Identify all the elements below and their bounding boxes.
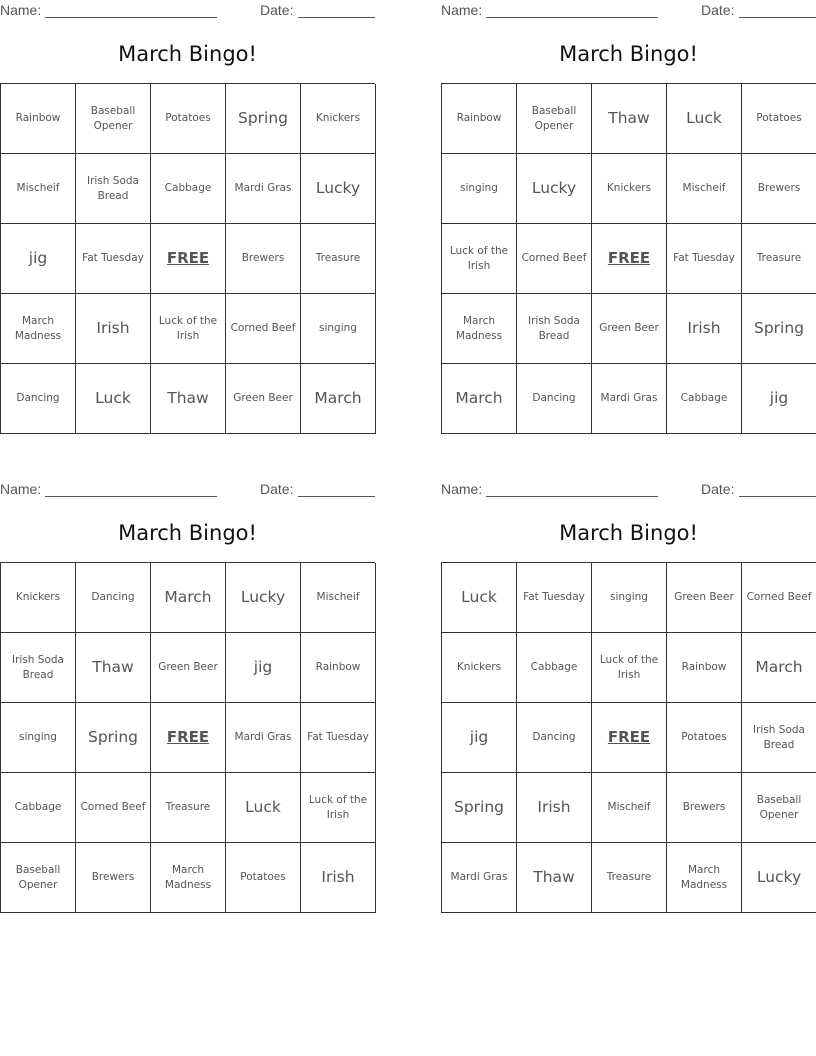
bingo-cell: Irish <box>301 843 376 913</box>
bingo-cell: Brewers <box>226 224 301 294</box>
bingo-cell: Mardi Gras <box>442 843 517 913</box>
bingo-cell: Mischeif <box>592 773 667 843</box>
bingo-cell: Cabbage <box>151 154 226 224</box>
card-header <box>441 481 816 499</box>
name-line <box>486 496 658 497</box>
bingo-cell: Mardi Gras <box>226 154 301 224</box>
date-label: Date: <box>260 2 294 18</box>
bingo-cell: singing <box>301 294 376 364</box>
bingo-cell: Cabbage <box>1 773 76 843</box>
bingo-cell: Dancing <box>517 703 592 773</box>
bingo-cell: Mischeif <box>667 154 742 224</box>
bingo-cell: Knickers <box>442 633 517 703</box>
bingo-cell: Rainbow <box>442 84 517 154</box>
card-header <box>441 2 816 20</box>
bingo-grid <box>441 83 816 434</box>
date-line <box>739 17 816 18</box>
bingo-cell: Rainbow <box>1 84 76 154</box>
bingo-cell: Potatoes <box>226 843 301 913</box>
card-title: March Bingo! <box>559 42 698 66</box>
bingo-cell: Spring <box>76 703 151 773</box>
bingo-cell: Luck of the Irish <box>301 773 376 843</box>
bingo-cell: March <box>301 364 376 434</box>
bingo-card-2 <box>441 0 816 440</box>
free-space: FREE <box>151 703 226 773</box>
bingo-cell: Baseball Opener <box>742 773 816 843</box>
bingo-cell: Thaw <box>517 843 592 913</box>
card-header <box>0 2 375 20</box>
bingo-cell: Fat Tuesday <box>517 563 592 633</box>
bingo-cell: Irish <box>517 773 592 843</box>
name-label: Name: <box>0 2 42 18</box>
bingo-cell: Dancing <box>76 563 151 633</box>
bingo-cell: Luck of the Irish <box>592 633 667 703</box>
bingo-cell: Knickers <box>301 84 376 154</box>
bingo-card-3 <box>0 479 375 919</box>
name-label: Name: <box>441 481 483 497</box>
bingo-cell: singing <box>592 563 667 633</box>
bingo-cell: Rainbow <box>667 633 742 703</box>
bingo-cell: Fat Tuesday <box>667 224 742 294</box>
bingo-cell: Green Beer <box>592 294 667 364</box>
bingo-cell: Corned Beef <box>76 773 151 843</box>
bingo-grid <box>0 562 375 913</box>
bingo-cell: jig <box>226 633 301 703</box>
bingo-cell: Fat Tuesday <box>76 224 151 294</box>
name-line <box>45 17 217 18</box>
bingo-cell: Corned Beef <box>517 224 592 294</box>
bingo-card-4 <box>441 479 816 919</box>
bingo-cell: March Madness <box>151 843 226 913</box>
bingo-cell: singing <box>1 703 76 773</box>
bingo-cell: March Madness <box>442 294 517 364</box>
bingo-cell: Irish Soda Bread <box>1 633 76 703</box>
bingo-cell: Treasure <box>742 224 816 294</box>
bingo-cell: Corned Beef <box>226 294 301 364</box>
bingo-cell: Lucky <box>517 154 592 224</box>
bingo-cell: Luck of the Irish <box>442 224 517 294</box>
bingo-cell: Brewers <box>76 843 151 913</box>
bingo-cell: Mardi Gras <box>592 364 667 434</box>
bingo-cell: Potatoes <box>667 703 742 773</box>
card-header <box>0 481 375 499</box>
bingo-cell: March <box>742 633 816 703</box>
bingo-cell: jig <box>742 364 816 434</box>
bingo-cell: Corned Beef <box>742 563 816 633</box>
card-title: March Bingo! <box>559 521 698 545</box>
bingo-cell: jig <box>442 703 517 773</box>
bingo-cell: March <box>442 364 517 434</box>
bingo-cell: March Madness <box>1 294 76 364</box>
date-label: Date: <box>701 2 735 18</box>
free-space: FREE <box>151 224 226 294</box>
bingo-cell: Spring <box>226 84 301 154</box>
bingo-cell: Lucky <box>226 563 301 633</box>
bingo-cell: Irish Soda Bread <box>517 294 592 364</box>
bingo-cell: Cabbage <box>517 633 592 703</box>
bingo-cell: Potatoes <box>742 84 816 154</box>
bingo-cell: Luck <box>442 563 517 633</box>
bingo-grid <box>0 83 375 434</box>
date-label: Date: <box>260 481 294 497</box>
free-space: FREE <box>592 224 667 294</box>
bingo-cell: Thaw <box>151 364 226 434</box>
bingo-cell: Treasure <box>301 224 376 294</box>
bingo-cell: Brewers <box>667 773 742 843</box>
bingo-cell: Luck <box>226 773 301 843</box>
bingo-cell: Fat Tuesday <box>301 703 376 773</box>
bingo-cell: Treasure <box>592 843 667 913</box>
bingo-cell: Lucky <box>742 843 816 913</box>
bingo-grid <box>441 562 816 913</box>
bingo-cell: Rainbow <box>301 633 376 703</box>
bingo-cell: Knickers <box>592 154 667 224</box>
bingo-cell: Baseball Opener <box>76 84 151 154</box>
bingo-cell: Treasure <box>151 773 226 843</box>
free-space: FREE <box>592 703 667 773</box>
bingo-cell: Baseball Opener <box>1 843 76 913</box>
bingo-cell: Knickers <box>1 563 76 633</box>
bingo-cell: Irish <box>667 294 742 364</box>
date-line <box>298 496 375 497</box>
bingo-cell: Luck <box>667 84 742 154</box>
bingo-cell: Mischeif <box>301 563 376 633</box>
bingo-cell: Dancing <box>1 364 76 434</box>
bingo-cell: Irish Soda Bread <box>76 154 151 224</box>
bingo-cell: Spring <box>742 294 816 364</box>
bingo-cell: March <box>151 563 226 633</box>
bingo-cell: March Madness <box>667 843 742 913</box>
bingo-cell: Irish Soda Bread <box>742 703 816 773</box>
name-line <box>486 17 658 18</box>
date-line <box>739 496 816 497</box>
bingo-cell: Thaw <box>592 84 667 154</box>
bingo-cell: Luck <box>76 364 151 434</box>
bingo-cell: Cabbage <box>667 364 742 434</box>
name-label: Name: <box>441 2 483 18</box>
bingo-cell: jig <box>1 224 76 294</box>
bingo-cell: Baseball Opener <box>517 84 592 154</box>
card-title: March Bingo! <box>118 521 257 545</box>
bingo-cell: Luck of the Irish <box>151 294 226 364</box>
date-line <box>298 17 375 18</box>
bingo-cell: Spring <box>442 773 517 843</box>
bingo-cell: Green Beer <box>226 364 301 434</box>
bingo-cell: Green Beer <box>151 633 226 703</box>
bingo-cell: Irish <box>76 294 151 364</box>
bingo-card-1 <box>0 0 375 440</box>
name-label: Name: <box>0 481 42 497</box>
bingo-cell: Brewers <box>742 154 816 224</box>
bingo-cell: Lucky <box>301 154 376 224</box>
bingo-cell: Mardi Gras <box>226 703 301 773</box>
name-line <box>45 496 217 497</box>
bingo-cell: Green Beer <box>667 563 742 633</box>
bingo-cell: Thaw <box>76 633 151 703</box>
card-title: March Bingo! <box>118 42 257 66</box>
bingo-cell: Potatoes <box>151 84 226 154</box>
bingo-cell: Mischeif <box>1 154 76 224</box>
bingo-cell: singing <box>442 154 517 224</box>
bingo-cell: Dancing <box>517 364 592 434</box>
date-label: Date: <box>701 481 735 497</box>
